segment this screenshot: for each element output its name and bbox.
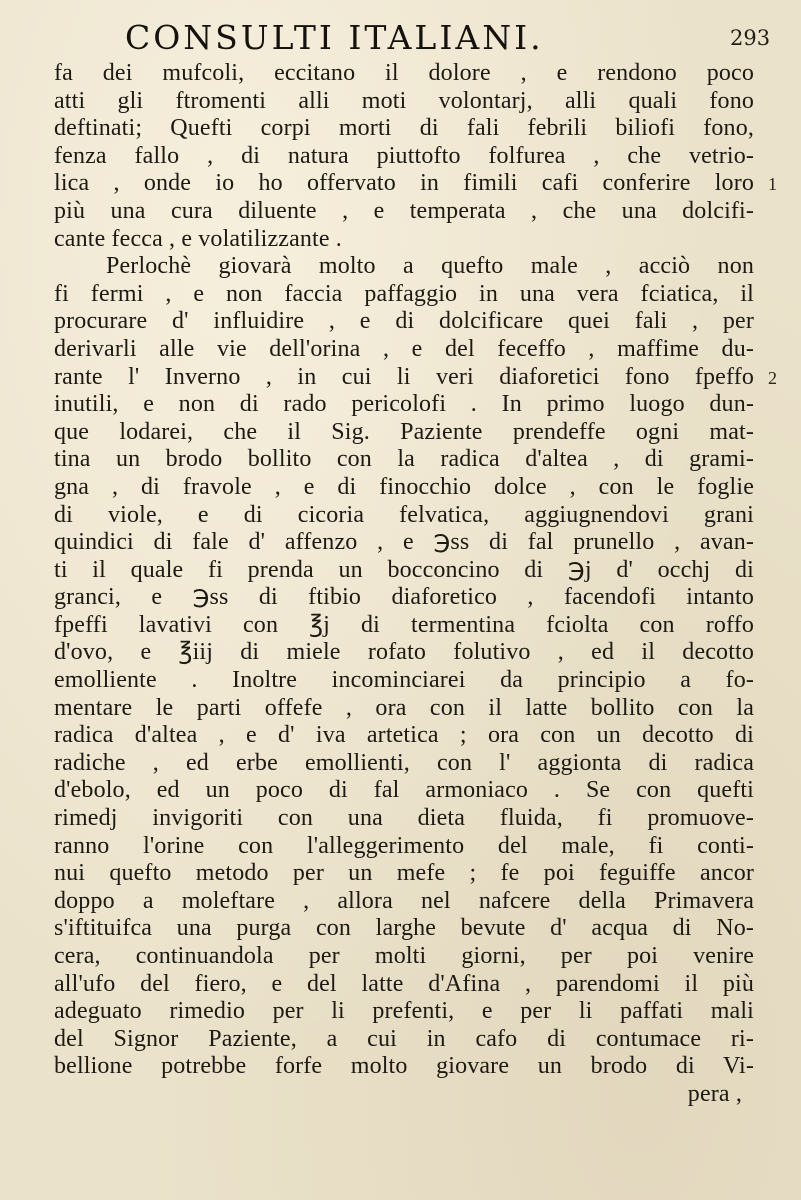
text-line: d'ovo, e ℥iij di miele rofato folutivo , ed il decotto	[54, 639, 754, 666]
text-line: fpeffi lavativi con ℥j di termentina fciolta con roffo	[54, 611, 754, 638]
text-line: radiche , ed erbe emollienti, con l' aggionta di radica	[54, 749, 754, 776]
margin-note: 2	[768, 368, 777, 388]
running-head: CONSULTI ITALIANI.	[125, 18, 544, 57]
text-line: adeguato rimedio per li prefenti, e per li paffati mali	[54, 998, 754, 1025]
page-number: 293	[730, 26, 771, 50]
text-line: rante l' Inverno , in cui li veri diaforetici fono fpeffo	[54, 363, 754, 390]
text-line: inutili, e non di rado pericolofi . In primo luogo dun-	[54, 391, 754, 418]
text-line: que lodarei, che il Sig. Paziente prendeffe ogni mat-	[54, 418, 754, 445]
text-line: fa dei mufcoli, eccitano il dolore , e rendono poco	[54, 60, 754, 86]
text-line: gna , di fravole , e di finocchio dolce , con le foglie	[54, 473, 754, 500]
text-line: mentare le parti offefe , ora con il latte bollito con la	[54, 694, 754, 721]
text-line: radica d'altea , e d' iva artetica ; ora con un decotto di	[54, 722, 754, 749]
text-line: fenza fallo , di natura piuttofto folfurea , che vetrio-	[54, 142, 754, 169]
text-line: fi fermi , e non faccia paffaggio in una vera fciatica, il	[54, 280, 754, 307]
text-line: cante fecca , e volatilizzante .	[54, 225, 342, 252]
text-line: deftinati; Quefti corpi morti di fali febrili biliofi fono,	[54, 115, 754, 142]
catchword: pera ,	[687, 1080, 742, 1107]
text-line: nui quefto metodo per un mefe ; fe poi feguiffe ancor	[54, 860, 754, 887]
text-line: bellione potrebbe forfe molto giovare un brodo di Vi-	[54, 1053, 754, 1080]
text-line: tina un brodo bollito con la radica d'altea , di grami-	[54, 446, 754, 473]
text-line: granci, e ℈ss di ftibio diaforetico , facendofi intanto	[54, 584, 754, 611]
text-line: atti gli ftromenti alli moti volontarj, alli quali fono	[54, 87, 754, 114]
text-line: di viole, e di cicoria felvatica, aggiugnendovi grani	[54, 501, 754, 528]
text-line: del Signor Paziente, a cui in cafo di contumace ri-	[54, 1025, 754, 1052]
text-line: cera, continuandola per molti giorni, per poi venire	[54, 943, 754, 969]
text-line: rimedj invigoriti con una dieta fluida, fi promuove-	[54, 805, 754, 832]
body-text	[54, 60, 754, 1109]
text-line: derivarli alle vie dell'orina , e del feceffo , maffime du-	[54, 335, 754, 362]
text-line: emolliente . Inoltre incominciarei da principio a fo-	[54, 667, 754, 694]
margin-note: 1	[768, 174, 777, 194]
page-header	[0, 14, 801, 64]
text-line: lica , onde io ho offervato in fimili cafi conferire loro	[54, 170, 754, 197]
text-line: Perlochè giovarà molto a quefto male , acciò non	[106, 253, 754, 280]
text-line: s'iftituifca una purga con larghe bevute d' acqua di No-	[54, 915, 754, 942]
text-line: più una cura diluente , e temperata , che una dolcifi-	[54, 197, 754, 224]
text-line: ti il quale fi prenda un bocconcino di ℈j d' occhj di	[54, 556, 754, 583]
text-line: doppo a moleftare , allora nel nafcere della Primavera	[54, 887, 754, 914]
text-line: procurare d' influidire , e di dolcificare quei fali , per	[54, 308, 754, 335]
text-line: quindici di fale d' affenzo , e ℈ss di fal prunello , avan-	[54, 529, 754, 556]
text-line: ranno l'orine con l'alleggerimento del male, fi conti-	[54, 832, 754, 859]
text-line: all'ufo del fiero, e del latte d'Afina , parendomi il più	[54, 970, 754, 997]
text-line: d'ebolo, ed un poco di fal armoniaco . Se con quefti	[54, 777, 754, 804]
